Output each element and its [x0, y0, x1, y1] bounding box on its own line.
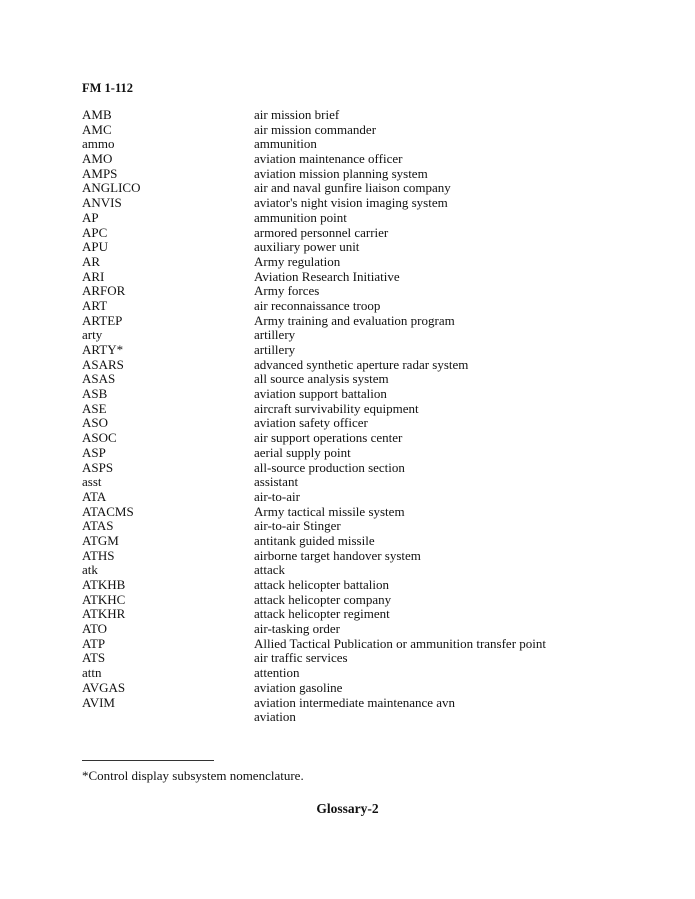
glossary-entry: [82, 563, 662, 578]
glossary-definition: all source analysis system: [254, 371, 389, 387]
glossary-abbreviation: AMB: [82, 107, 112, 122]
glossary-abbreviation: APC: [82, 224, 108, 240]
glossary-abbreviation: APU: [82, 239, 109, 255]
glossary-definition: auxiliary power unit: [254, 239, 360, 255]
glossary-list: [82, 108, 662, 725]
glossary-abbreviation: ARFOR: [82, 283, 126, 299]
glossary-definition: aviation safety officer: [254, 415, 368, 431]
glossary-definition: ammunition: [254, 136, 317, 152]
glossary-entry: [82, 328, 662, 343]
glossary-abbreviation: ammo: [82, 136, 115, 152]
glossary-entry: [82, 607, 662, 622]
glossary-definition: attack helicopter battalion: [254, 577, 389, 592]
glossary-entry: [82, 167, 662, 182]
glossary-entry: [82, 343, 662, 358]
glossary-definition: aviation support battalion: [254, 386, 387, 402]
glossary-abbreviation: [82, 710, 254, 725]
glossary-entry: [82, 226, 662, 241]
glossary-abbreviation: AMPS: [82, 165, 118, 181]
glossary-entry: [82, 637, 662, 652]
glossary-entry: [82, 137, 662, 152]
glossary-abbreviation: ATGM: [82, 532, 119, 548]
glossary-entry: [82, 402, 662, 417]
glossary-entry: [82, 358, 662, 373]
glossary-entry: [82, 681, 662, 696]
glossary-entry: [82, 534, 662, 549]
glossary-definition: air support operations center: [254, 430, 403, 446]
glossary-abbreviation: ATKHC: [82, 591, 126, 607]
glossary-definition: Aviation Research Initiative: [254, 268, 400, 284]
glossary-abbreviation: ASARS: [82, 356, 124, 372]
glossary-entry: [82, 108, 662, 123]
glossary-definition: air-tasking order: [254, 621, 341, 637]
glossary-entry: [82, 196, 662, 211]
glossary-entry: [82, 549, 662, 564]
glossary-abbreviation: ASPS: [82, 459, 114, 475]
glossary-entry: [82, 284, 662, 299]
glossary-abbreviation: ATP: [82, 635, 106, 651]
glossary-abbreviation: arty: [82, 327, 103, 343]
glossary-definition: assistant: [254, 474, 299, 490]
glossary-definition: armored personnel carrier: [254, 224, 389, 240]
glossary-definition: air traffic services: [254, 650, 348, 666]
glossary-abbreviation: ATAS: [82, 518, 114, 534]
glossary-entry: [82, 710, 662, 725]
glossary-abbreviation: ASB: [82, 386, 108, 402]
glossary-definition: air-to-air: [254, 488, 300, 504]
glossary-definition: aviation gasoline: [254, 679, 343, 695]
glossary-entry: [82, 123, 662, 138]
glossary-definition: artillery: [254, 327, 296, 343]
glossary-abbreviation: ASOC: [82, 430, 117, 446]
glossary-definition: aviation: [254, 709, 296, 725]
glossary-abbreviation: ARTEP: [82, 312, 123, 328]
glossary-abbreviation: ASO: [82, 415, 109, 431]
glossary-entry: [82, 651, 662, 666]
glossary-abbreviation: ATKHB: [82, 577, 126, 592]
glossary-definition: attack: [254, 562, 286, 578]
glossary-abbreviation: ASE: [82, 400, 107, 416]
glossary-definition: Army tactical missile system: [254, 503, 405, 519]
glossary-definition: air mission brief: [254, 107, 340, 122]
glossary-abbreviation: ANGLICO: [82, 180, 141, 196]
glossary-entry: [82, 416, 662, 431]
page-number: Glossary-2: [316, 801, 379, 816]
glossary-abbreviation: AMO: [82, 151, 113, 167]
glossary-abbreviation: atk: [82, 562, 98, 578]
glossary-definition: air and naval gunfire liaison company: [254, 180, 451, 196]
glossary-abbreviation: AP: [82, 209, 99, 225]
glossary-entry: [82, 270, 662, 285]
glossary-entry: [82, 446, 662, 461]
glossary-entry: [82, 181, 662, 196]
glossary-entry: [82, 152, 662, 167]
glossary-entry: [82, 593, 662, 608]
glossary-abbreviation: AVIM: [82, 694, 115, 710]
glossary-abbreviation: ATA: [82, 488, 107, 504]
glossary-entry: [82, 505, 662, 520]
glossary-abbreviation: ATS: [82, 650, 106, 666]
glossary-definition: aircraft survivability equipment: [254, 400, 419, 416]
glossary-abbreviation: ANVIS: [82, 195, 122, 211]
document-header: FM 1-112: [82, 81, 134, 95]
glossary-entry: [82, 622, 662, 637]
glossary-abbreviation: ATKHR: [82, 606, 126, 622]
glossary-definition: ammunition point: [254, 209, 347, 225]
glossary-definition: aviator's night vision imaging system: [254, 195, 448, 211]
glossary-definition: attention: [254, 665, 300, 681]
glossary-abbreviation: ARI: [82, 268, 105, 284]
glossary-entry: [82, 372, 662, 387]
glossary-definition: air reconnaissance troop: [254, 297, 381, 313]
glossary-definition: antitank guided missile: [254, 532, 375, 548]
glossary-abbreviation: AMC: [82, 121, 112, 137]
glossary-abbreviation: ASAS: [82, 371, 116, 387]
glossary-definition: airborne target handover system: [254, 547, 421, 563]
glossary-abbreviation: ART: [82, 297, 108, 313]
glossary-entry: [82, 387, 662, 402]
glossary-definition: attack helicopter company: [254, 591, 392, 607]
glossary-entry: [82, 314, 662, 329]
glossary-entry: [82, 240, 662, 255]
glossary-abbreviation: ARTY*: [82, 342, 124, 357]
glossary-entry: [82, 431, 662, 446]
glossary-definition: Army training and evaluation program: [254, 312, 455, 328]
glossary-definition: Allied Tactical Publication or ammunition transfer point: [254, 635, 547, 651]
glossary-entry: [82, 666, 662, 681]
glossary-definition: all-source production section: [254, 459, 405, 475]
glossary-entry: [82, 211, 662, 226]
glossary-definition: advanced synthetic aperture radar system: [254, 356, 469, 372]
glossary-entry: [82, 578, 662, 593]
glossary-abbreviation: AR: [82, 253, 101, 269]
glossary-abbreviation: ASP: [82, 444, 106, 460]
glossary-definition: air-to-air Stinger: [254, 518, 341, 534]
glossary-abbreviation: ATHS: [82, 547, 115, 563]
glossary-abbreviation: asst: [82, 474, 102, 490]
glossary-entry: [82, 255, 662, 270]
glossary-entry: [82, 475, 662, 490]
glossary-entry: [82, 519, 662, 534]
glossary-abbreviation: AVGAS: [82, 679, 126, 695]
glossary-definition: aviation mission planning system: [254, 165, 428, 181]
footnote: *Control display subsystem nomenclature.: [82, 768, 304, 783]
glossary-definition: aviation intermediate maintenance avn: [254, 694, 456, 710]
glossary-definition: air mission commander: [254, 121, 377, 137]
glossary-definition: aviation maintenance officer: [254, 151, 403, 167]
glossary-entry: [82, 299, 662, 314]
footnote-divider: [82, 760, 214, 761]
glossary-abbreviation: ATO: [82, 621, 108, 637]
glossary-entry: [82, 696, 662, 711]
glossary-abbreviation: attn: [82, 665, 102, 681]
glossary-definition: attack helicopter regiment: [254, 606, 390, 622]
glossary-definition: Army forces: [254, 283, 320, 299]
glossary-definition: aerial supply point: [254, 444, 351, 460]
glossary-abbreviation: ATACMS: [82, 503, 134, 519]
glossary-entry: [82, 461, 662, 476]
glossary-definition: artillery: [254, 342, 296, 357]
glossary-entry: [82, 490, 662, 505]
glossary-definition: Army regulation: [254, 253, 341, 269]
